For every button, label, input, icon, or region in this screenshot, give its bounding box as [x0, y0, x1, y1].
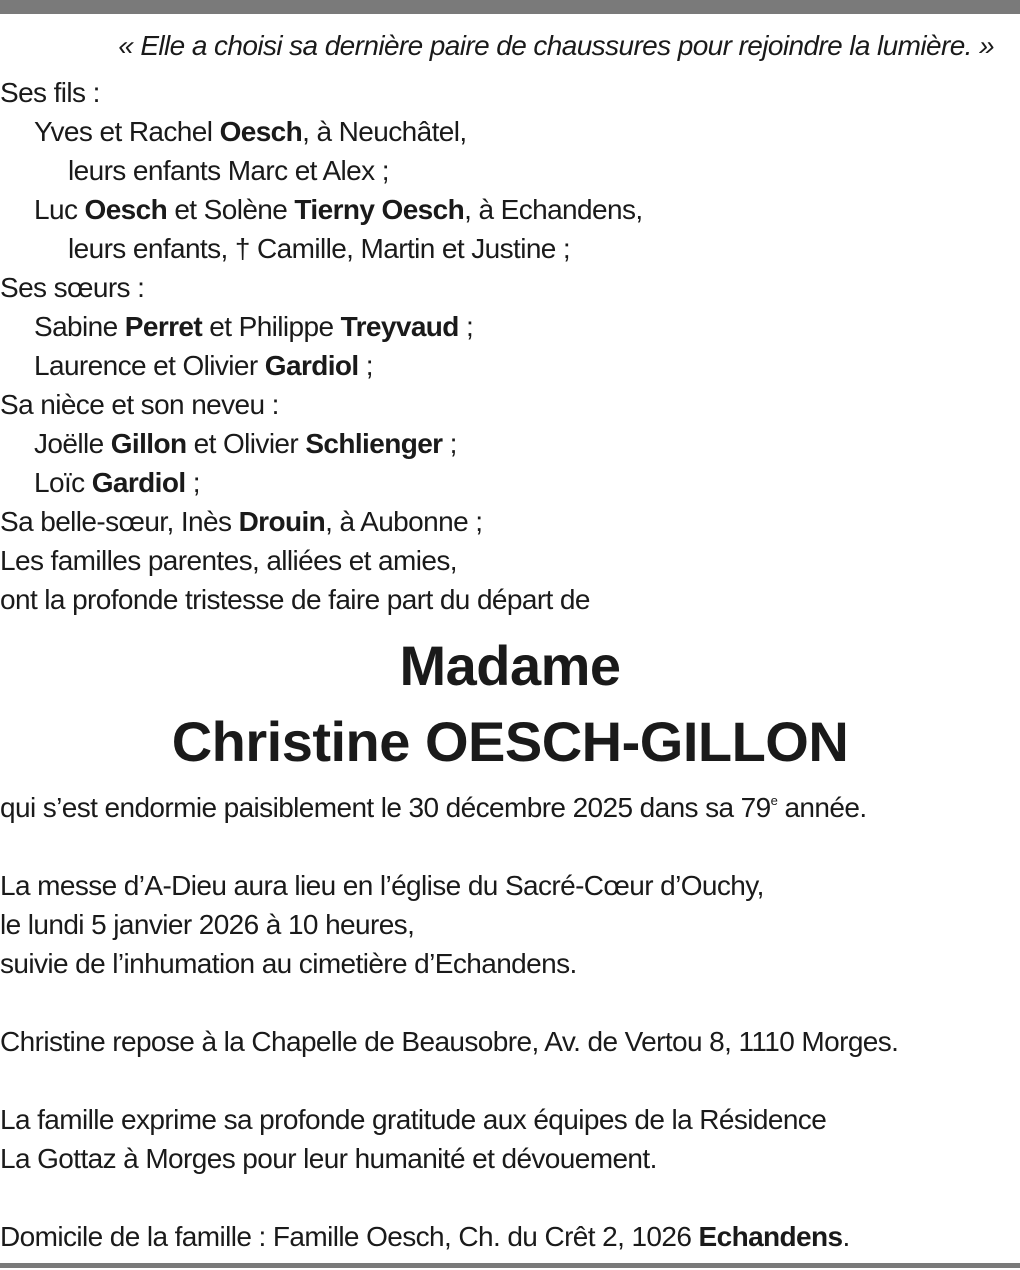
deceased-name-block — [0, 628, 1020, 780]
mass-line-2: le lundi 5 janvier 2026 à 10 heures, — [0, 909, 415, 940]
spacer — [0, 1178, 1020, 1217]
bottom-rule — [0, 1263, 1020, 1268]
sister-2: Laurence et Olivier Gardiol ; — [34, 350, 373, 381]
honorific: Madame — [399, 634, 621, 697]
son-2: Luc Oesch et Solène Tierny Oesch, à Echandens, — [34, 194, 643, 225]
sisters-header: Ses sœurs : — [0, 272, 145, 303]
son-1: Yves et Rachel Oesch, à Neuchâtel, — [34, 116, 467, 147]
spacer — [0, 1061, 1020, 1100]
domicile-line: Domicile de la famille : Famille Oesch, Ch. du Crêt 2, 1026 Echandens. — [0, 1221, 850, 1252]
mass-line-3: suivie de l’inhumation au cimetière d’Echandens. — [0, 948, 577, 979]
details — [0, 788, 1020, 1256]
sister-1: Sabine Perret et Philippe Treyvaud ; — [34, 311, 474, 342]
spacer — [0, 827, 1020, 866]
top-rule — [0, 0, 1020, 14]
sons-header: Ses fils : — [0, 77, 100, 108]
passing-line: qui s’est endormie paisiblement le 30 décembre 2025 dans sa 79e année. — [0, 792, 867, 823]
niece: Joëlle Gillon et Olivier Schlienger ; — [34, 428, 457, 459]
mass-line-1: La messe d’A-Dieu aura lieu en l’église du Sacré-Cœur d’Ouchy, — [0, 870, 764, 901]
epigraph-quote: « Elle a choisi sa dernière paire de chaussures pour rejoindre la lumière. » — [118, 30, 994, 61]
deceased-name: Christine OESCH-GILLON — [171, 710, 849, 773]
son-1-children: leurs enfants Marc et Alex ; — [68, 155, 389, 186]
thanks-line-1: La famille exprime sa profonde gratitude aux équipes de la Résidence — [0, 1104, 827, 1135]
rest-line: Christine repose à la Chapelle de Beausobre, Av. de Vertou 8, 1110 Morges. — [0, 1026, 899, 1057]
spacer — [0, 983, 1020, 1022]
sister-in-law: Sa belle-sœur, Inès Drouin, à Aubonne ; — [0, 506, 483, 537]
nephew: Loïc Gardiol ; — [34, 467, 200, 498]
niece-nephew-header: Sa nièce et son neveu : — [0, 389, 279, 420]
families-line: Les familles parentes, alliées et amies, — [0, 545, 457, 576]
son-2-children: leurs enfants, † Camille, Martin et Justine ; — [68, 233, 571, 264]
announcement-line: ont la profonde tristesse de faire part du départ de — [0, 584, 590, 615]
thanks-line-2: La Gottaz à Morges pour leur humanité et dévouement. — [0, 1143, 657, 1174]
family-list — [0, 73, 1020, 619]
